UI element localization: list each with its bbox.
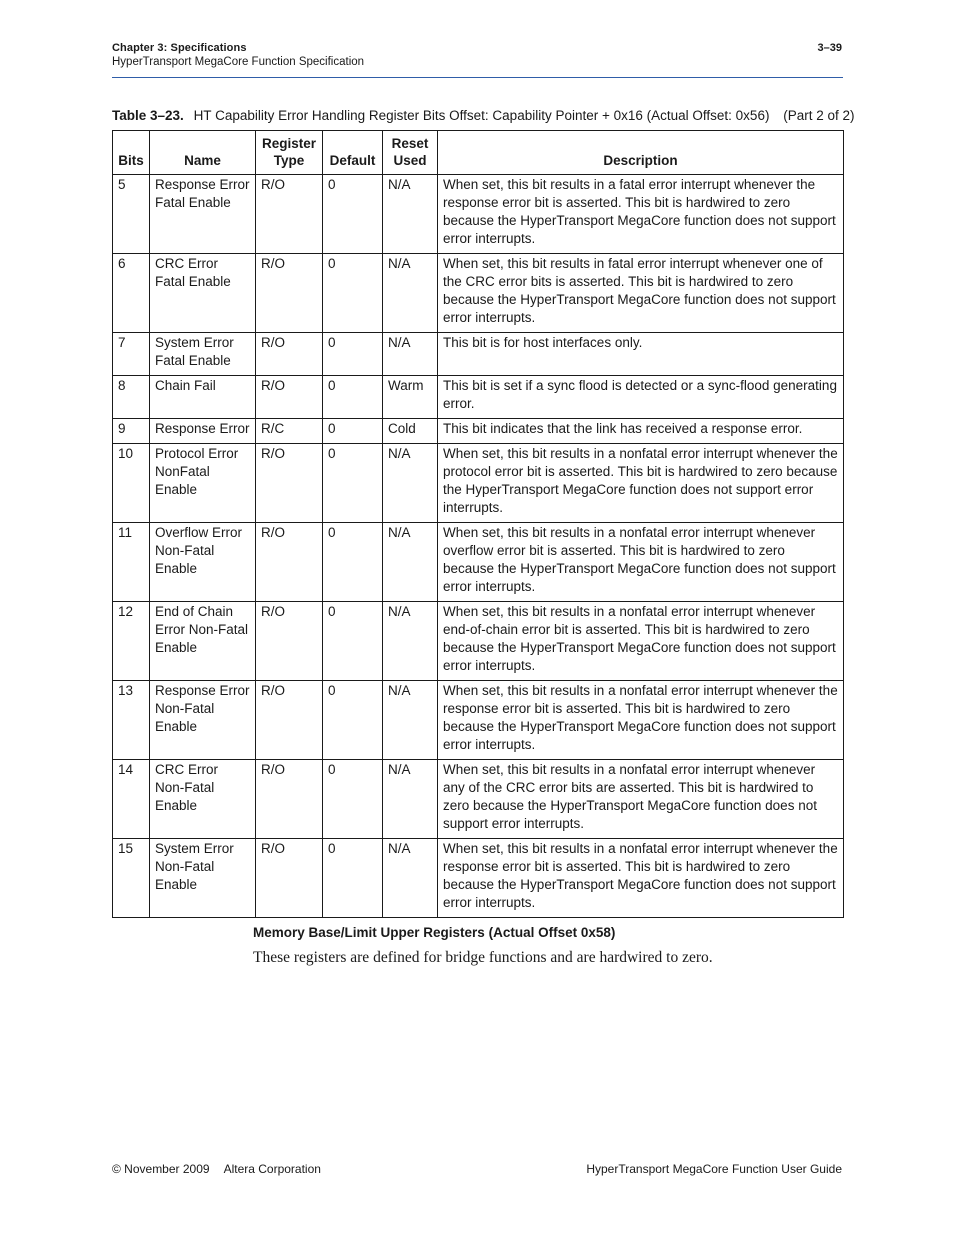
cell-reset-used: N/A [383, 681, 438, 760]
cell-name: System Error Non-Fatal Enable [150, 839, 256, 918]
table-row [113, 333, 844, 376]
page-number: 3–39 [817, 42, 842, 54]
cell-reset-used: N/A [383, 175, 438, 254]
table-row [113, 419, 844, 444]
cell-register-type: R/O [256, 523, 323, 602]
cell-default: 0 [323, 602, 383, 681]
cell-bits: 11 [113, 523, 150, 602]
cell-name: Response Error [150, 419, 256, 444]
cell-description: This bit is set if a sync flood is detected or a sync-flood generating error. [438, 376, 844, 419]
section-heading: Memory Base/Limit Upper Registers (Actual Offset 0x58) [253, 925, 616, 940]
cell-default: 0 [323, 333, 383, 376]
footer-company: Altera Corporation [223, 1162, 321, 1176]
cell-default: 0 [323, 523, 383, 602]
cell-description: When set, this bit results in a nonfatal error interrupt whenever end-of-chain error bit is asserted. This bit is hardwired to zero because the HyperTransport MegaCore function does not support error interrupts. [438, 602, 844, 681]
cell-reset-used: N/A [383, 444, 438, 523]
cell-bits: 13 [113, 681, 150, 760]
table-row [113, 839, 844, 918]
cell-name: CRC Error Fatal Enable [150, 254, 256, 333]
cell-bits: 10 [113, 444, 150, 523]
cell-name: CRC Error Non-Fatal Enable [150, 760, 256, 839]
cell-name: Response Error Fatal Enable [150, 175, 256, 254]
cell-description: This bit indicates that the link has received a response error. [438, 419, 844, 444]
cell-default: 0 [323, 681, 383, 760]
cell-description: When set, this bit results in a fatal error interrupt whenever the response error bit is asserted. This bit is hardwired to zero because the HyperTransport MegaCore function does not support error interrupts. [438, 175, 844, 254]
page-header [112, 42, 842, 68]
table-row [113, 760, 844, 839]
cell-description: When set, this bit results in a nonfatal error interrupt whenever the response error bit is asserted. This bit is hardwired to zero because the HyperTransport MegaCore function does not support error interrupts. [438, 839, 844, 918]
col-header-register-type: Register Type [256, 131, 323, 175]
cell-register-type: R/O [256, 839, 323, 918]
cell-bits: 12 [113, 602, 150, 681]
table-header-row [113, 131, 844, 175]
col-header-description: Description [438, 131, 844, 175]
cell-description: When set, this bit results in a nonfatal error interrupt whenever the response error bit is asserted. This bit is hardwired to zero because the HyperTransport MegaCore function does not support error interrupts. [438, 681, 844, 760]
cell-name: Overflow Error Non-Fatal Enable [150, 523, 256, 602]
table-row [113, 376, 844, 419]
cell-reset-used: Warm [383, 376, 438, 419]
cell-reset-used: N/A [383, 333, 438, 376]
cell-register-type: R/O [256, 333, 323, 376]
col-header-default: Default [323, 131, 383, 175]
footer-copyright: © November 2009 [112, 1162, 210, 1176]
chapter-title: Chapter 3: Specifications [112, 42, 247, 54]
cell-bits: 9 [113, 419, 150, 444]
table-row [113, 523, 844, 602]
col-header-bits: Bits [113, 131, 150, 175]
cell-bits: 15 [113, 839, 150, 918]
cell-default: 0 [323, 254, 383, 333]
cell-default: 0 [323, 760, 383, 839]
cell-reset-used: N/A [383, 254, 438, 333]
col-header-reset-used: Reset Used [383, 131, 438, 175]
cell-reset-used: N/A [383, 523, 438, 602]
cell-default: 0 [323, 839, 383, 918]
cell-default: 0 [323, 376, 383, 419]
cell-reset-used: N/A [383, 760, 438, 839]
table-title: HT Capability Error Handling Register Bits Offset: Capability Pointer + 0x16 (Actual Offset: 0x56) [193, 108, 770, 123]
header-divider [112, 77, 843, 78]
document-subtitle: HyperTransport MegaCore Function Specification [112, 56, 365, 68]
cell-default: 0 [323, 419, 383, 444]
cell-register-type: R/O [256, 681, 323, 760]
cell-register-type: R/O [256, 175, 323, 254]
cell-bits: 7 [113, 333, 150, 376]
cell-register-type: R/O [256, 602, 323, 681]
col-header-name: Name [150, 131, 256, 175]
cell-description: When set, this bit results in a nonfatal error interrupt whenever overflow error bit is asserted. This bit is hardwired to zero because the HyperTransport MegaCore function does not support error interrupts. [438, 523, 844, 602]
cell-reset-used: Cold [383, 419, 438, 444]
table-body [113, 175, 844, 918]
cell-bits: 8 [113, 376, 150, 419]
cell-register-type: R/O [256, 760, 323, 839]
cell-reset-used: N/A [383, 602, 438, 681]
cell-default: 0 [323, 175, 383, 254]
table-row [113, 254, 844, 333]
page-footer [112, 1162, 842, 1176]
table-row [113, 444, 844, 523]
table-number: Table 3–23. [112, 108, 184, 123]
cell-bits: 6 [113, 254, 150, 333]
cell-name: End of Chain Error Non-Fatal Enable [150, 602, 256, 681]
table-row [113, 175, 844, 254]
footer-guide-title: HyperTransport MegaCore Function User Guide [586, 1162, 842, 1176]
table-caption [112, 108, 855, 123]
cell-default: 0 [323, 444, 383, 523]
cell-description: When set, this bit results in a nonfatal error interrupt whenever the protocol error bit is asserted. This bit is hardwired to zero because the HyperTransport MegaCore function does not support error interrupts. [438, 444, 844, 523]
cell-name: Response Error Non-Fatal Enable [150, 681, 256, 760]
table-row [113, 681, 844, 760]
cell-register-type: R/O [256, 254, 323, 333]
cell-register-type: R/O [256, 444, 323, 523]
cell-bits: 14 [113, 760, 150, 839]
cell-description: When set, this bit results in a nonfatal error interrupt whenever any of the CRC error bits are asserted. This bit is hardwired to zero because the HyperTransport MegaCore function does not support error interrupts. [438, 760, 844, 839]
register-bits-table [112, 130, 844, 918]
table-row [113, 602, 844, 681]
cell-bits: 5 [113, 175, 150, 254]
cell-name: Protocol Error NonFatal Enable [150, 444, 256, 523]
cell-description: When set, this bit results in fatal error interrupt whenever one of the CRC error bits is asserted. This bit is hardwired to zero because the HyperTransport MegaCore function does not support error interrupts. [438, 254, 844, 333]
cell-name: System Error Fatal Enable [150, 333, 256, 376]
cell-name: Chain Fail [150, 376, 256, 419]
table-part: (Part 2 of 2) [783, 108, 855, 123]
cell-description: This bit is for host interfaces only. [438, 333, 844, 376]
cell-register-type: R/O [256, 376, 323, 419]
cell-register-type: R/C [256, 419, 323, 444]
cell-reset-used: N/A [383, 839, 438, 918]
section-paragraph: These registers are defined for bridge functions and are hardwired to zero. [253, 949, 713, 966]
